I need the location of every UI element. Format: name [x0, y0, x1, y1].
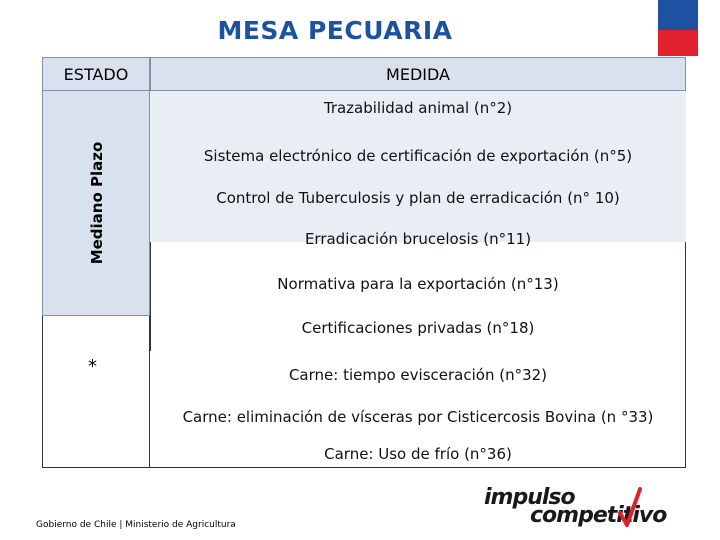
estado-label-mediano-plazo: Mediano Plazo [88, 141, 106, 265]
medida-row: Carne: Uso de frío (n°36) [324, 445, 512, 463]
medida-row: Trazabilidad animal (n°2) [323, 99, 513, 117]
page-title: MESA PECUARIA [217, 16, 453, 45]
medida-row: Control de Tuberculosis y plan de erradicación (n° 10) [216, 189, 620, 207]
medida-row: Sistema electrónico de certificación de exportación (n°5) [203, 147, 633, 165]
medida-row: Normativa para la exportación (n°13) [277, 275, 559, 293]
estado-cell-asterisk [42, 316, 150, 468]
impulso-competitivo-logo [484, 485, 667, 529]
footer-credit: Gobierno de Chile | Ministerio de Agricultura [36, 520, 236, 530]
logo-line-2: competitivo [530, 503, 667, 528]
header-medida: MEDIDA [150, 57, 686, 91]
measures-table [42, 57, 686, 468]
medida-row: Certificaciones privadas (n°18) [301, 319, 535, 337]
logo-check-icon [618, 487, 642, 529]
medida-row: Erradicación brucelosis (n°11) [304, 230, 532, 248]
header-estado: ESTADO [42, 57, 150, 91]
logo-line-1: impulso [484, 485, 575, 510]
estado-label-asterisk: * [88, 356, 97, 377]
medida-row: Carne: eliminación de vísceras por Cisticercosis Bovina (n °33) [182, 408, 654, 426]
medida-row: Carne: tiempo evisceración (n°32) [288, 366, 548, 384]
estado-cell-mediano-plazo [42, 91, 150, 316]
